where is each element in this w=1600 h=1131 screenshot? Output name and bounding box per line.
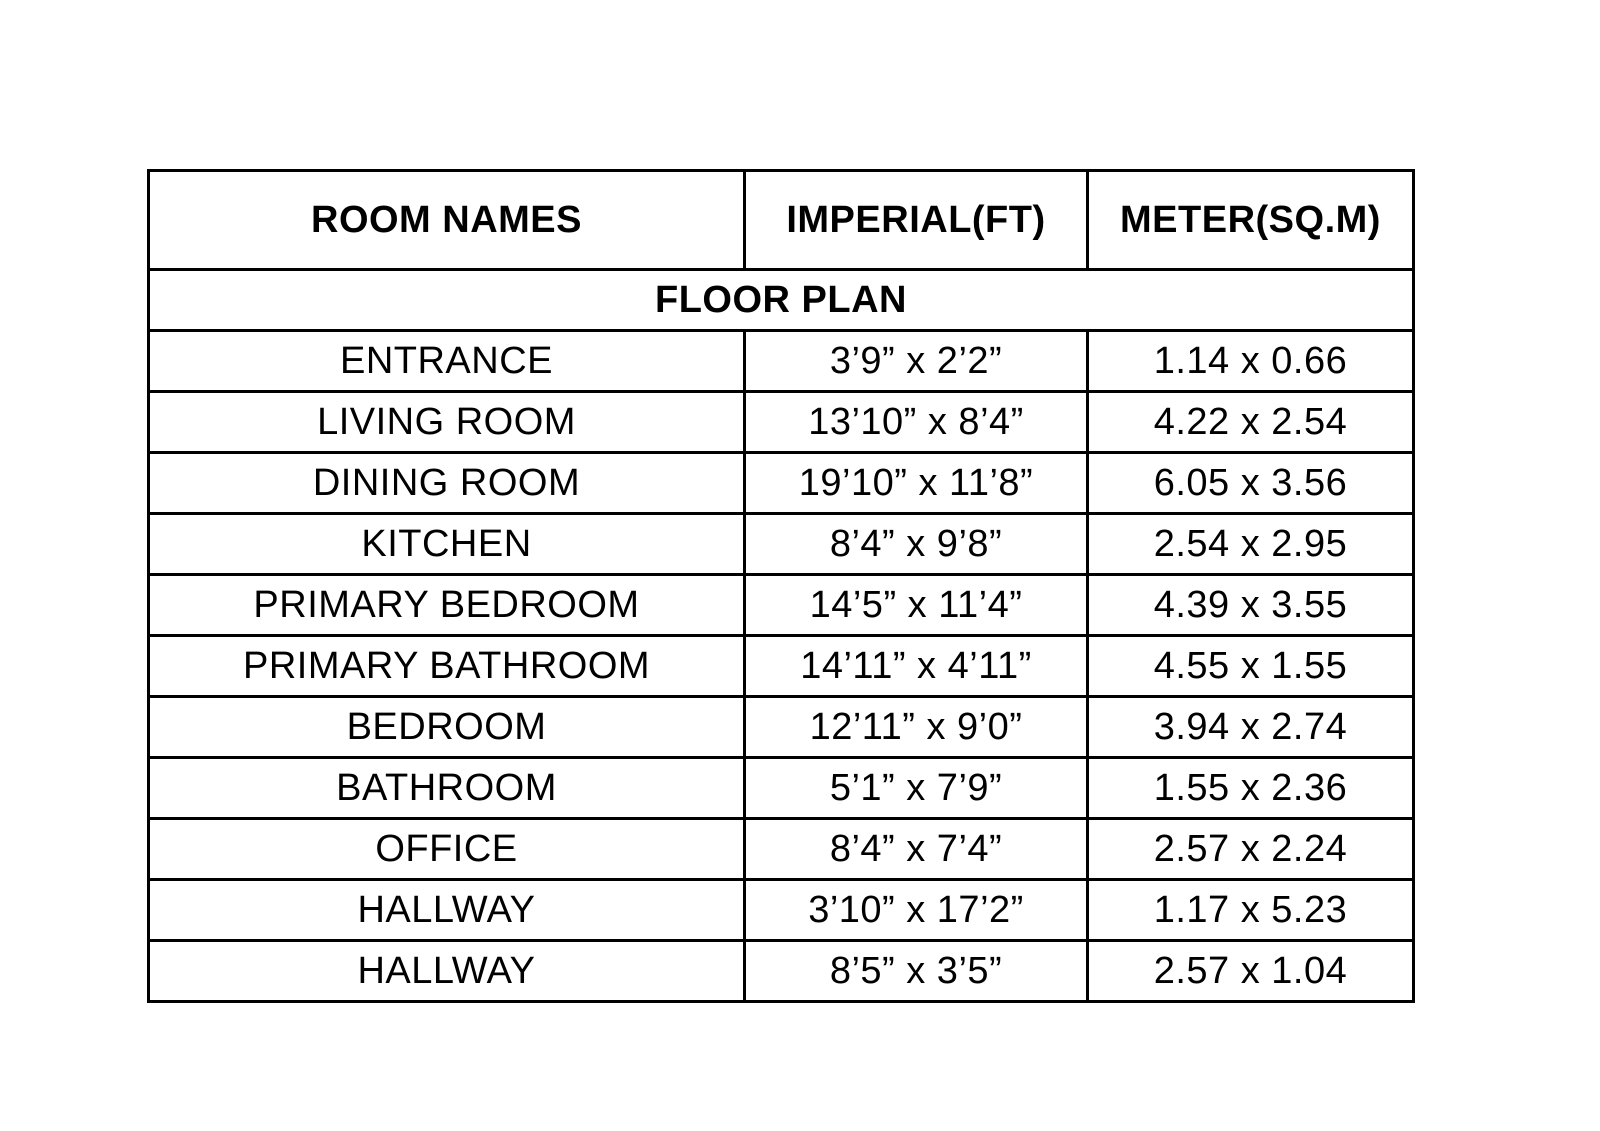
imperial-dimension-cell: 13’10” x 8’4” [745,392,1088,453]
metric-dimension-cell: 4.39 x 3.55 [1088,575,1414,636]
room-name-cell: PRIMARY BEDROOM [149,575,745,636]
table-row [149,819,1414,880]
metric-dimension-cell: 4.22 x 2.54 [1088,392,1414,453]
table-row [149,575,1414,636]
imperial-dimension-cell: 3’10” x 17’2” [745,880,1088,941]
metric-dimension-cell: 1.14 x 0.66 [1088,331,1414,392]
imperial-dimension-cell: 12’11” x 9’0” [745,697,1088,758]
table-row [149,392,1414,453]
room-name-cell: LIVING ROOM [149,392,745,453]
imperial-dimension-cell: 3’9” x 2’2” [745,331,1088,392]
section-label-floor-plan: FLOOR PLAN [149,270,1414,331]
table-row [149,514,1414,575]
imperial-dimension-cell: 8’5” x 3’5” [745,941,1088,1002]
table-row [149,697,1414,758]
table-row [149,880,1414,941]
table-row [149,636,1414,697]
room-name-cell: HALLWAY [149,880,745,941]
header-imperial: IMPERIAL(FT) [745,171,1088,270]
metric-dimension-cell: 2.54 x 2.95 [1088,514,1414,575]
table-row [149,941,1414,1002]
table-header-row [149,171,1414,270]
metric-dimension-cell: 1.17 x 5.23 [1088,880,1414,941]
header-metric: METER(SQ.M) [1088,171,1414,270]
room-dimensions-table [147,169,1415,1003]
metric-dimension-cell: 1.55 x 2.36 [1088,758,1414,819]
section-row [149,270,1414,331]
imperial-dimension-cell: 5’1” x 7’9” [745,758,1088,819]
metric-dimension-cell: 2.57 x 2.24 [1088,819,1414,880]
metric-dimension-cell: 4.55 x 1.55 [1088,636,1414,697]
table-row [149,758,1414,819]
room-name-cell: BEDROOM [149,697,745,758]
table-row [149,453,1414,514]
room-name-cell: KITCHEN [149,514,745,575]
metric-dimension-cell: 2.57 x 1.04 [1088,941,1414,1002]
table-row [149,331,1414,392]
metric-dimension-cell: 6.05 x 3.56 [1088,453,1414,514]
imperial-dimension-cell: 8’4” x 9’8” [745,514,1088,575]
room-name-cell: OFFICE [149,819,745,880]
imperial-dimension-cell: 8’4” x 7’4” [745,819,1088,880]
room-name-cell: PRIMARY BATHROOM [149,636,745,697]
imperial-dimension-cell: 19’10” x 11’8” [745,453,1088,514]
room-dimensions-sheet [147,169,1415,1003]
room-name-cell: BATHROOM [149,758,745,819]
imperial-dimension-cell: 14’11” x 4’11” [745,636,1088,697]
room-name-cell: HALLWAY [149,941,745,1002]
room-name-cell: ENTRANCE [149,331,745,392]
header-room-names: ROOM NAMES [149,171,745,270]
room-name-cell: DINING ROOM [149,453,745,514]
imperial-dimension-cell: 14’5” x 11’4” [745,575,1088,636]
metric-dimension-cell: 3.94 x 2.74 [1088,697,1414,758]
